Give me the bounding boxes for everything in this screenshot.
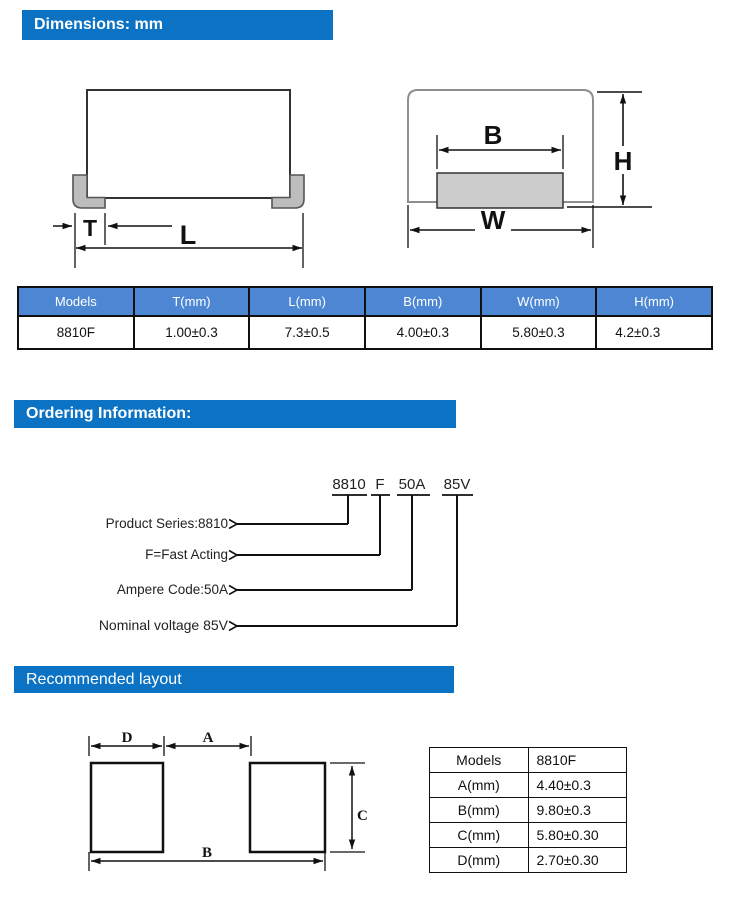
layout-section-header: Recommended layout	[14, 666, 454, 693]
col-t: T(mm)	[134, 287, 250, 316]
layout-a-value: 4.40±0.3	[528, 773, 627, 798]
recommended-layout-drawing	[55, 725, 385, 875]
layout-b-value: 9.80±0.3	[528, 798, 627, 823]
fuse-body-side	[87, 90, 290, 198]
dim-H-label: H	[613, 146, 633, 176]
code-voltage: 85V	[443, 476, 471, 493]
t-value: 1.00±0.3	[134, 316, 250, 349]
layout-c-value: 5.80±0.30	[528, 823, 627, 848]
table-row	[430, 798, 627, 823]
pad-dim-A-label: A	[202, 730, 214, 746]
col-models: Models	[18, 287, 134, 316]
layout-models-value: 8810F	[528, 748, 627, 773]
pad-dim-C-label: C	[357, 808, 368, 824]
dim-L-label: L	[179, 220, 197, 250]
label-ampere-code: Ampere Code:50A	[116, 582, 228, 597]
dim-T-label: T	[82, 215, 98, 241]
table-row	[430, 823, 627, 848]
w-value: 5.80±0.3	[481, 316, 597, 349]
table-row	[430, 773, 627, 798]
solder-pad-right	[250, 763, 325, 852]
table-row	[430, 748, 627, 773]
front-view-drawing	[395, 78, 660, 263]
terminal-pad-front	[437, 173, 563, 208]
model-value: 8810F	[18, 316, 134, 349]
l-value: 7.3±0.5	[249, 316, 365, 349]
col-h: H(mm)	[596, 287, 712, 316]
side-view-drawing	[45, 78, 315, 270]
h-value: 4.2±0.3	[596, 316, 712, 349]
dimensions-table-header-row	[18, 287, 712, 316]
dim-W-label: W	[480, 205, 506, 235]
col-l: L(mm)	[249, 287, 365, 316]
pad-dim-B-label: B	[201, 845, 213, 861]
code-series: 8810	[332, 476, 366, 493]
code-ampere: 50A	[398, 476, 426, 493]
col-b: B(mm)	[365, 287, 481, 316]
dim-B-label: B	[483, 120, 503, 150]
dimensions-table-data-row	[18, 316, 712, 349]
label-nominal-voltage: Nominal voltage 85V	[98, 617, 228, 633]
layout-d-label: D(mm)	[430, 848, 529, 873]
ordering-code-diagram	[85, 470, 485, 640]
layout-b-label: B(mm)	[430, 798, 529, 823]
dimensions-table	[17, 286, 713, 350]
label-product-series: Product Series:8810	[105, 516, 228, 531]
label-fast-acting: F=Fast Acting	[145, 547, 228, 562]
dimensions-section-header: Dimensions: mm	[22, 10, 333, 40]
ordering-section-header: Ordering Information:	[14, 400, 456, 428]
layout-c-label: C(mm)	[430, 823, 529, 848]
layout-models-label: Models	[430, 748, 529, 773]
pad-dim-D-label: D	[121, 730, 133, 746]
b-value: 4.00±0.3	[365, 316, 481, 349]
code-speed: F	[375, 476, 385, 493]
layout-table	[429, 747, 627, 873]
table-row	[430, 848, 627, 873]
layout-d-value: 2.70±0.30	[528, 848, 627, 873]
col-w: W(mm)	[481, 287, 597, 316]
solder-pad-left	[91, 763, 163, 852]
layout-a-label: A(mm)	[430, 773, 529, 798]
